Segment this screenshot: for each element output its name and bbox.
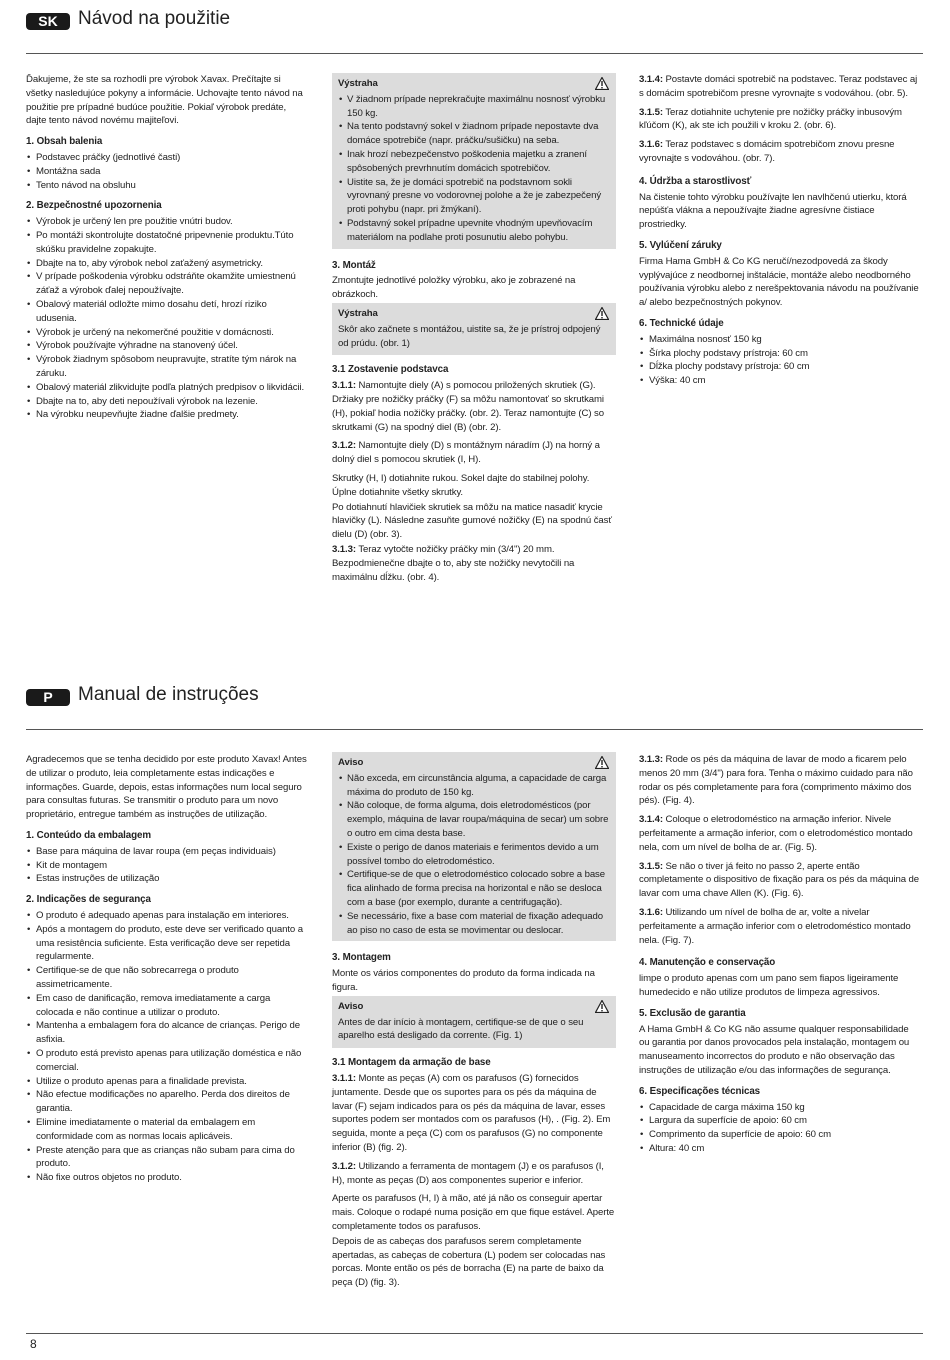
list-item: • Na výrobku neupevňujte žiadne ďalšie predmety.: [26, 408, 308, 422]
list-item: • Uistite sa, že je domáci spotrebič na podstavnom sokli vyrovnaný presne vo vodorovnej polohe a že je zabezpečený proti pohybu (napr. pri žmýkaní).: [338, 176, 610, 217]
list-item: • Obalový materiál odložte mimo dosahu detí, hrozí riziko udusenia.: [26, 298, 308, 326]
pt-maintenance-text: limpe o produto apenas com um pano sem fiapos ligeiramente humedecido e não utilize produtos de limpeza agressivos.: [639, 973, 899, 998]
list-item: • Certifique-se de que não sobrecarrega o produto assimetricamente.: [26, 964, 310, 992]
step-number: 3.1.6:: [639, 139, 663, 151]
list-item: • Inak hrozí nebezpečenstvo poškodenia majetku a zranení spôsobených prevrhnutím domácich spotrebičov.: [338, 148, 610, 176]
list-item: • Largura da superfície de apoio: 60 cm: [639, 1114, 921, 1128]
list-item: • Não efectue modificações no aparelho. Perda dos direitos de garantia.: [26, 1088, 310, 1116]
step-text: Depois de as cabeças dos parafusos serem completamente apertadas, as cabeças de cobertura (L) podem ser colocadas nas porcas. Monte então os pés de borracha (E) na parte de baixo da peça (D) (fig. 3).: [332, 1235, 606, 1289]
pt-heading-specs: 6. Especificações técnicas: [639, 1085, 761, 1097]
list-item: • Capacidade de carga máxima 150 kg: [639, 1101, 921, 1115]
sk-warning-box-1: [332, 73, 616, 249]
list-item: • Výrobok používajte výhradne na stanovený účel.: [26, 339, 308, 353]
list-item: • Montážna sada: [26, 165, 308, 179]
pt-heading-maintenance: 4. Manutenção e conservação: [639, 957, 776, 969]
pt-heading-package: 1. Conteúdo da embalagem: [26, 829, 151, 841]
list-item: • Šírka plochy podstavy prístroja: 60 cm: [639, 347, 921, 361]
language-badge-pt: P: [26, 689, 70, 706]
list-item: • Dĺžka plochy podstavy prístroja: 60 cm: [639, 360, 921, 374]
step-text: Teraz vytočte nožičky práčky min (3/4") 20 mm. Bezpodmienečne dbajte o to, aby ste nožičky nevytočili na maximálnu dĺžku. (obr. 4).: [332, 543, 575, 583]
list-item: • Não fixe outros objetos no produto.: [26, 1171, 310, 1185]
list-item: • Podstavný sokel prípadne upevnite vhodným upevňovacím materiálom na podlahe proti posunutiu alebo pohybu.: [338, 217, 610, 245]
step-number: 3.1.2:: [332, 440, 356, 452]
pt-heading-warranty: 5. Exclusão de garantia: [639, 1007, 746, 1019]
list-item: • Se necessário, fixe a base com material de fixação adequado ao piso no caso de esta se movimentar ou deslocar.: [338, 910, 610, 938]
step-number: 3.1.4:: [639, 74, 663, 85]
list-item: • Em caso de danificação, remova imediatamente a carga colocada e não continue a utilizar o produto.: [26, 992, 310, 1020]
list-item: • Altura: 40 cm: [639, 1142, 921, 1156]
step-text: Rode os pés da máquina de lavar de modo a ficarem pelo menos 20 mm (3/4") para fora. Tenha o máximo cuidado para não rodar os pés completamente para fora (comprimento máximo dos pés). (Fig. 4).: [639, 754, 913, 807]
sk-column-1: [26, 73, 308, 422]
pt-intro: Agradecemos que se tenha decidido por este produto Xavax! Antes de utilizar o produto, leia completamente estas indicações e informações. Guarde, depois, estas informações num local seguro para consultas futuras. Se transmitir o produto para um novo proprietário, entregue também as instruções de utilização.: [26, 754, 307, 821]
list-item: • Não coloque, de forma alguma, dois eletrodomésticos (por exemplo, máquina de lavar roupa/máquina de secar) um sobre o outro em cima desta base.: [338, 799, 610, 840]
step-text: Utilizando um nível de bolha de ar, volte a nivelar perfeitamente a armação inferior com o eletrodoméstico montado nela. (Fig. 7).: [639, 906, 911, 946]
warning-title: Aviso: [338, 757, 364, 768]
pt-heading-safety: 2. Indicações de segurança: [26, 894, 151, 906]
sk-intro: Ďakujeme, že ste sa rozhodli pre výrobok Xavax. Prečítajte si všetky nasledujúce pokyny a informácie. Uchovajte tento návod na použitie pre prípadné budúce použitie. Pokiaľ výrobok predáte, dajte tento návod novému majiteľovi.: [26, 74, 303, 127]
list-item: • Dbajte na to, aby výrobok nebol zaťažený asymetricky.: [26, 257, 308, 271]
list-item: • Kit de montagem: [26, 859, 310, 873]
step-number: 3.1.3:: [639, 754, 663, 765]
warning-title: Aviso: [338, 1000, 364, 1012]
step-text: Po dotiahnutí hlavičiek skrutiek sa môžu na matice nasadiť krycie hlavičky (L). Následne zasuňte gumové nožičky (E) na spodnú časť dielu (D) (obr. 3).: [332, 501, 612, 541]
list-item: • Výška: 40 cm: [639, 374, 921, 388]
footer-rule: [26, 1333, 923, 1334]
warning-title: Výstraha: [338, 78, 378, 89]
list-item: • Mantenha a embalagem fora do alcance de crianças. Perigo de asfixia.: [26, 1019, 310, 1047]
list-item: • Po montáži skontrolujte dostatočné pripevnenie produktu.Túto skúšku pravidelne zopakujte.: [26, 229, 308, 257]
sk-heading-specs: 6. Technické údaje: [639, 317, 724, 329]
step-number: 3.1.1:: [332, 380, 356, 392]
list-item: • Maximálna nosnosť 150 kg: [639, 333, 921, 347]
list-item: • Podstavec práčky (jednotlivé časti): [26, 151, 308, 165]
sk-heading-maintenance: 4. Údržba a starostlivosť: [639, 175, 752, 187]
list-item: • Na tento podstavný sokel v žiadnom prípade nepostavte dva domáce spotrebiče (napr. práčku/sušičku) na seba.: [338, 120, 610, 148]
step-number: 3.1.5:: [639, 860, 663, 872]
sk-warning-box-2: [332, 303, 616, 355]
pt-warning-list: [338, 772, 610, 938]
pt-warranty-text: A Hama GmbH & Co KG não assume qualquer responsabilidade ou garantia por danos provocados pela instalação, montagem ou manuseamento incorrectos do produto e não observação das instruções de utilização e/ou das informações de segurança.: [639, 1023, 910, 1076]
pt-column-3: [639, 753, 921, 1156]
pt-column-2: [332, 752, 616, 1291]
sk-section-title: Návod na použitie: [78, 8, 231, 29]
warning-triangle-icon: [595, 1000, 609, 1013]
step-text: Utilizando a ferramenta de montagem (J) e os parafusos (I, H), monte as peças (D) aos componentes superior e inferior.: [332, 1160, 604, 1186]
sk-specs-list: [639, 333, 921, 388]
sk-package-list: [26, 151, 308, 192]
sk-warning-list: [338, 93, 610, 245]
list-item: • Base para máquina de lavar roupa (em peças individuais): [26, 845, 310, 859]
pt-warning-box-1: [332, 752, 616, 941]
sk-maintenance-text: Na čistenie tohto výrobku používajte len navlhčenú utierku, ktorá nepúšťa vlákna a nepoužívajte žiadne agresívne čistiace prostriedky.: [639, 191, 907, 231]
pt-column-1: [26, 753, 310, 1185]
sk-heading-warranty: 5. Vylúčení záruky: [639, 239, 722, 251]
sk-header-rule: [26, 53, 923, 54]
step-text: Coloque o eletrodoméstico na armação inferior. Nivele perfeitamente a armação inferior, com o eletrodoméstico montado nela, com um nível de bolha de ar. (Fig. 5).: [639, 814, 913, 853]
list-item: • Estas instruções de utilização: [26, 872, 310, 886]
step-number: 3.1.6:: [639, 906, 663, 918]
step-text: Teraz podstavec s domácim spotrebičom znovu presne vyrovnajte s vodováhou. (obr. 7).: [639, 139, 895, 164]
step-number: 3.1.3:: [332, 543, 356, 555]
step-number: 3.1.1:: [332, 1072, 356, 1084]
list-item: • Výrobok žiadnym spôsobom neupravujte, stratíte tým nárok na záruku.: [26, 353, 308, 381]
step-text: Se não o tiver já feito no passo 2, aperte então completamente o dispositivo de fixação para os pés da máquina de lavar com uma chave Allen (K). (Fig. 6).: [639, 860, 919, 900]
pt-package-list: [26, 845, 310, 886]
step-number: 3.1.2:: [332, 1160, 356, 1172]
step-number: 3.1.5:: [639, 106, 663, 118]
step-text: Skrutky (H, I) dotiahnite rukou. Sokel dajte do stabilnej polohy. Úplne dotiahnite všetky skrutky.: [332, 472, 590, 498]
step-text: Teraz dotiahnite uchytenie pre nožičky práčky inbusovým kľúčom (K), ak ste ich použili v kroku 2. (obr. 6).: [639, 106, 902, 132]
list-item: • Existe o perigo de danos materiais e ferimentos devido a um possível tombo do eletrodoméstico.: [338, 841, 610, 869]
list-item: • Utilize o produto apenas para a finalidade prevista.: [26, 1075, 310, 1089]
pt-montage-text: Monte os vários componentes do produto da forma indicada na figura.: [332, 968, 595, 993]
list-item: • Výrobok je určený na nekomerčné použitie v domácnosti.: [26, 326, 308, 340]
sk-warranty-text: Firma Hama GmbH & Co KG neručí/nezodpovedá za škody vyplývajúce z neodbornej inštalácie, montáže alebo neodborného používania výrobku alebo z nerešpektovania návodu na používanie a/ alebo bezpečnostných pokynov.: [639, 255, 919, 309]
list-item: • O produto está previsto apenas para utilização doméstica e não comercial.: [26, 1047, 310, 1075]
pt-heading-montage: 3. Montagem: [332, 952, 391, 964]
warning-triangle-icon: [595, 756, 609, 769]
list-item: • Após a montagem do produto, este deve ser verificado quanto a uma resistência suficiente. Esta verificação deve ser repetida regularmente.: [26, 923, 310, 964]
warning-triangle-icon: [595, 77, 609, 90]
sk-montage-text: Zmontujte jednotlivé položky výrobku, ako je zobrazené na obrázkoch.: [332, 275, 576, 301]
pt-section-title: Manual de instruções: [78, 684, 259, 705]
pt-specs-list: [639, 1101, 921, 1156]
list-item: • Obalový materiál zlikvidujte podľa platných predpisov o likvidácii.: [26, 381, 308, 395]
step-text: Aperte os parafusos (H, I) à mão, até já não os conseguir apertar mais. Coloque o rodapé numa posição em que fique estável. Aperte completamente todos os parafusos.: [332, 1193, 615, 1232]
language-badge-sk: SK: [26, 13, 70, 30]
step-text: Namontujte diely (D) s montážnym náradím (J) na horný a dolný diel s pomocou skrutiek (I, H).: [332, 440, 600, 466]
warning-text: Antes de dar início à montagem, certifique-se de que o seu aparelho está desligado da corrente. (Fig. 1): [338, 1016, 584, 1042]
sk-column-3: [639, 73, 921, 388]
list-item: • V žiadnom prípade neprekračujte maximálnu nosnosť výrobku 150 kg.: [338, 93, 610, 121]
list-item: • Preste atenção para que as crianças não subam para cima do produto.: [26, 1144, 310, 1172]
list-item: • V prípade poškodenia výrobku odstráňte okamžite umiestnenú záťaž a výrobok ďalej nepoužívajte.: [26, 270, 308, 298]
sk-heading-assembly: 3.1 Zostavenie podstavca: [332, 364, 449, 376]
list-item: • Certifique-se de que o eletrodoméstico colocado sobre a base fica alinhado de forma precisa na horizontal e não se desloca com a base (por exemplo, durante a centrifugação).: [338, 868, 610, 909]
pt-warning-box-2: [332, 996, 616, 1048]
pt-heading-assembly: 3.1 Montagem da armação de base: [332, 1057, 491, 1069]
list-item: • Tento návod na obsluhu: [26, 179, 308, 193]
pt-header-rule: [26, 729, 923, 730]
step-number: 3.1.4:: [639, 814, 663, 826]
warning-triangle-icon: [595, 307, 609, 320]
sk-heading-montage: 3. Montáž: [332, 259, 376, 271]
sk-column-2: [332, 73, 616, 585]
sk-heading-package: 1. Obsah balenia: [26, 136, 103, 148]
list-item: • Dbajte na to, aby deti nepoužívali výrobok na lezenie.: [26, 395, 308, 409]
page-number: 8: [30, 1337, 37, 1351]
list-item: • Výrobok je určený len pre použitie vnútri budov.: [26, 215, 308, 229]
step-text: Namontujte diely (A) s pomocou priložených skrutiek (G). Držiaky pre nožičky práčky (F) sa môžu namontovať so skrutkami (H), pokiaľ hodia nožičky práčky. (obr. 2). Teraz namontujte (C) so skrutkami (G) na spodný diel (B) (obr. 2).: [332, 380, 604, 433]
warning-text: Skôr ako začnete s montážou, uistite sa, že je prístroj odpojený od prúdu. (obr. 1): [338, 323, 601, 349]
sk-safety-list: [26, 215, 308, 422]
list-item: • Não exceda, em circunstância alguma, a capacidade de carga máxima do produto de 150 kg.: [338, 772, 610, 800]
step-text: Monte as peças (A) com os parafusos (G) fornecidos juntamente. Desde que os suportes para os pés da máquina de lavar (F) sejam indicados para os pés da máquina de lavar, esses suportes podem ser montados com os parafusos (H), . (Fig. 2). Em seguida, monte a peça (C) com os parafusos (G) no componente inferior (B) (fig. 2).: [332, 1072, 611, 1153]
list-item: • Comprimento da superfície de apoio: 60 cm: [639, 1128, 921, 1142]
warning-title: Výstraha: [338, 307, 378, 319]
sk-heading-safety: 2. Bezpečnostné upozornenia: [26, 200, 162, 212]
list-item: • Elimine imediatamente o material da embalagem em conformidade com as normas locais aplicáveis.: [26, 1116, 310, 1144]
pt-safety-list: [26, 909, 310, 1185]
list-item: • O produto é adequado apenas para instalação em interiores.: [26, 909, 310, 923]
step-text: Postavte domáci spotrebič na podstavec. Teraz podstavec aj s domácim spotrebičom presne vyrovnajte s vodováhou. (obr. 5).: [639, 74, 918, 99]
